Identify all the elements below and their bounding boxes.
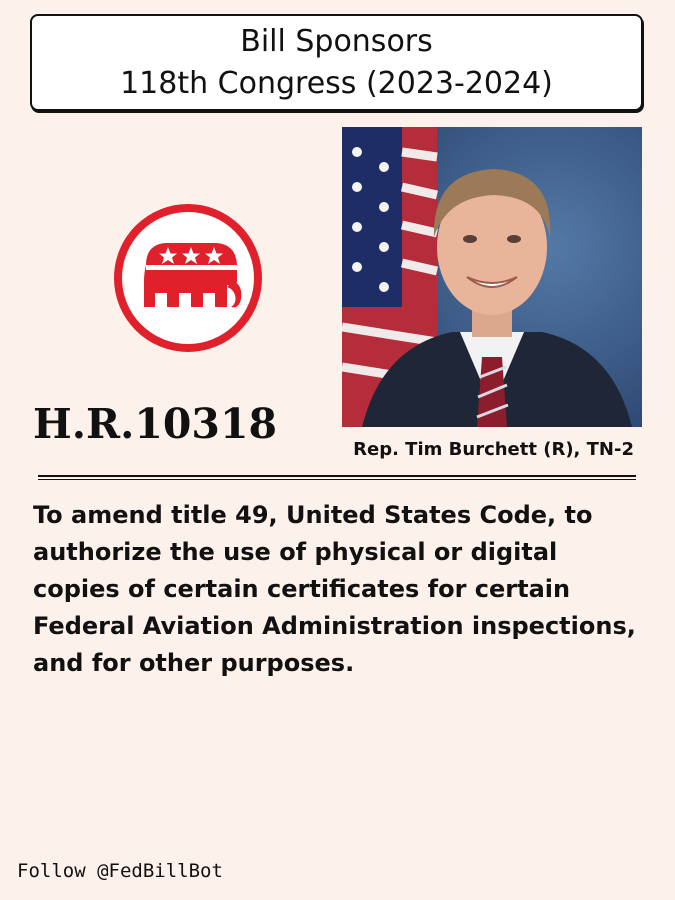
bill-number: H.R.10318 [33, 400, 277, 448]
divider [38, 475, 636, 480]
footer-follow: Follow @FedBillBot [17, 860, 223, 882]
republican-elephant-icon [113, 203, 263, 353]
header-congress: 118th Congress (2023-2024) [120, 65, 553, 101]
header-title: Bill Sponsors [240, 23, 433, 59]
bill-title: To amend title 49, United States Code, to authorize the use of physical or digital copies of certain certificates for certain Federal Aviation Administration inspections, and for other purposes. [33, 501, 636, 677]
sponsor-portrait [342, 127, 642, 427]
header-box [30, 14, 643, 111]
sponsor-name: Rep. Tim Burchett (R), TN-2 [353, 439, 634, 460]
